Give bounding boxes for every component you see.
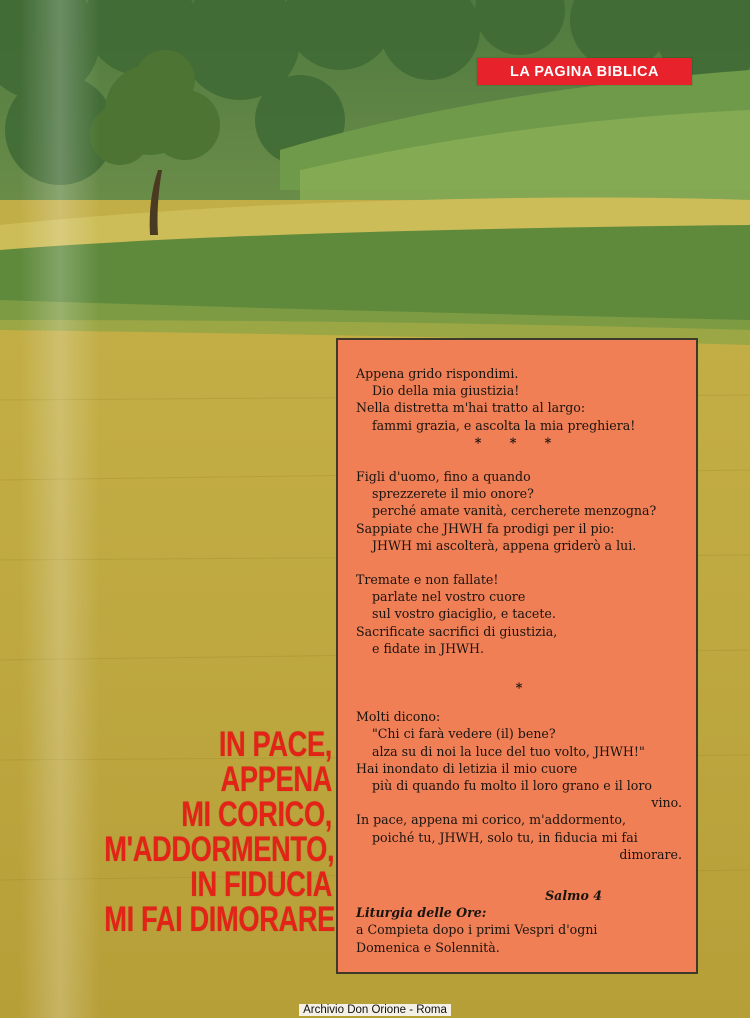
- poem-line: Sappiate che JHWH fa prodigi per il pio:: [356, 520, 615, 536]
- liturgy-title: Liturgia delle Ore:: [356, 905, 487, 921]
- poem-line: Molti dicono:: [356, 709, 441, 725]
- archive-footer: [0, 1002, 750, 1018]
- poem-line: più di quando fu molto il loro grano e il loro: [372, 778, 652, 794]
- poem-line: JHWH mi ascolterà, appena griderò a lui.: [372, 537, 637, 553]
- headline-line: IN PACE,: [218, 725, 332, 764]
- liturgy-line: Domenica e Solennità.: [356, 939, 500, 955]
- poem-line: alza su di noi la luce del tuo volto, JHWH!": [372, 743, 645, 759]
- poem-line: In pace, appena mi corico, m'addormento,: [356, 812, 626, 828]
- poem-line: Hai inondato di letizia il mio cuore: [356, 760, 578, 776]
- poem-line: parlate nel vostro cuore: [372, 589, 526, 605]
- poem-line: Figli d'uomo, fino a quando: [356, 469, 531, 485]
- poem-line: poiché tu, JHWH, solo tu, in fiducia mi fai: [372, 829, 638, 845]
- poem-line: Tremate e non fallate!: [356, 572, 499, 588]
- poem-line: e fidate in JHWH.: [372, 640, 485, 656]
- poem-line: dimorare.: [619, 846, 682, 862]
- poem-line: perché amate vanità, cercherete menzogna?: [372, 503, 657, 519]
- archive-credit: Archivio Don Orione - Roma: [299, 1004, 451, 1016]
- liturgy-line: a Compieta dopo i primi Vespri d'ogni: [356, 922, 598, 938]
- separator: * * *: [474, 434, 564, 450]
- poem-line: sprezzerete il mio onore?: [372, 486, 534, 502]
- poem-line: Sacrificate sacrifici di giustizia,: [356, 623, 558, 639]
- poem-line: fammi grazia, e ascolta la mia preghiera!: [372, 417, 636, 433]
- headline-line: APPENA: [220, 760, 332, 799]
- poem-line: "Chi ci farà vedere (il) bene?: [372, 726, 556, 742]
- headline-line: MI CORICO,: [181, 795, 332, 834]
- headline: [104, 725, 335, 939]
- poem-line: Dio della mia giustizia!: [372, 383, 520, 399]
- headline-line: MI FAI DIMORARE: [104, 900, 335, 939]
- poem-line: vino.: [651, 795, 682, 811]
- section-badge: LA PAGINA BIBLICA: [477, 58, 692, 85]
- poem-line: Appena grido rispondimi.: [356, 366, 519, 381]
- psalm-source: Salmo 4: [545, 888, 602, 904]
- separator: *: [515, 680, 523, 696]
- poem-line: Nella distretta m'hai tratto al largo:: [356, 400, 586, 416]
- poem-line: sul vostro giaciglio, e tacete.: [372, 606, 556, 622]
- headline-line: M'ADDORMENTO,: [104, 830, 335, 869]
- headline-line: IN FIDUCIA: [190, 865, 332, 904]
- psalm-text-panel: [336, 338, 698, 974]
